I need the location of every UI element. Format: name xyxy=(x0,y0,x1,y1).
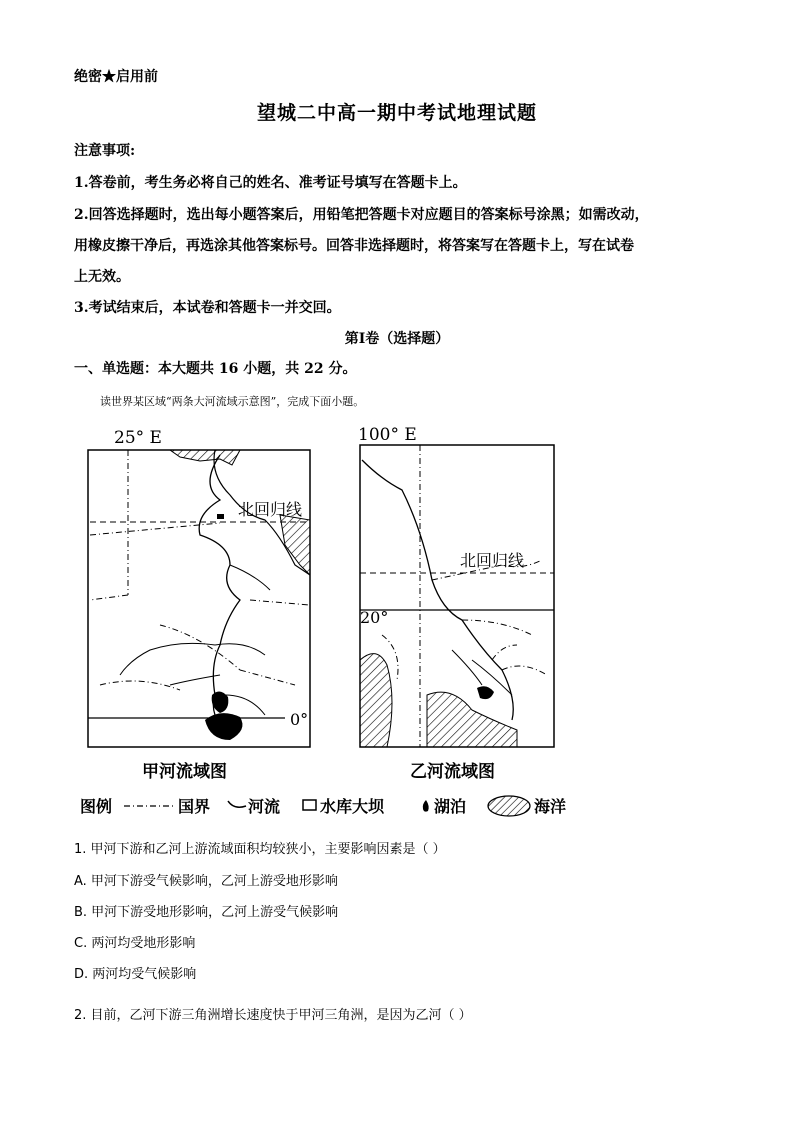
border-symbol xyxy=(124,800,176,812)
ocean-area xyxy=(360,654,392,747)
dam xyxy=(217,514,224,519)
legend-border: 国界 xyxy=(178,797,211,816)
map-frame xyxy=(88,450,310,747)
map-caption-yi: 乙河流域图 xyxy=(410,762,495,782)
note-line: 2.回答选择题时，选出每小题答案后，用铅笔把答题卡对应题目的答案标号涂黑；如需改动， xyxy=(74,207,649,223)
instruction-text: 读世界某区域“两条大河流域示意图”，完成下面小题。 xyxy=(100,395,365,408)
ocean-area xyxy=(427,692,517,747)
lake xyxy=(477,686,494,699)
question-option: C. 两河均受地形影响 xyxy=(74,936,196,951)
note-line: 3.考试结束后，本试卷和答题卡一并交回。 xyxy=(74,300,341,316)
map-yi-river xyxy=(352,420,562,755)
legend-river: 河流 xyxy=(248,797,281,816)
question-option: A. 甲河下游受气候影响，乙河上游受地形影响 xyxy=(74,874,338,889)
tropic-label: 北回归线 xyxy=(238,500,303,519)
lake xyxy=(205,713,242,740)
map-caption-jia: 甲河流域图 xyxy=(142,762,227,782)
lon-label-100e: 100° E xyxy=(358,425,417,445)
river-jia xyxy=(199,455,240,725)
ocean-area xyxy=(170,450,240,465)
confidential-label: 绝密★启用前 xyxy=(74,69,158,85)
note-line: 用橡皮擦干净后，再选涂其他答案标号。回答非选择题时，将答案写在答题卡上，写在试卷 xyxy=(74,238,634,254)
legend-dam: 水库大坝 xyxy=(320,797,385,816)
page-title: 望城二中高一期中考试地理试题 xyxy=(256,102,537,124)
ocean-symbol xyxy=(486,794,532,818)
notes-heading: 注意事项: xyxy=(74,143,136,159)
part-heading: 第Ⅰ卷（选择题） xyxy=(344,331,450,347)
lake-symbol xyxy=(420,798,432,814)
legend-ocean: 海洋 xyxy=(534,797,567,816)
lon-label-25e: 25° E xyxy=(114,428,162,448)
dam-symbol xyxy=(302,798,318,812)
lat-label-20: 20° xyxy=(360,608,389,627)
tropic-label: 北回归线 xyxy=(460,551,525,570)
note-line: 1.答卷前，考生务必将自己的姓名、准考证号填写在答题卡上。 xyxy=(74,175,467,191)
question-option: B. 甲河下游受地形影响，乙河上游受气候影响 xyxy=(74,905,339,920)
map-jia-river xyxy=(80,425,320,755)
equator-label: 0° xyxy=(290,710,309,729)
question-stem: 1. 甲河下游和乙河上游流域面积均较狭小，主要影响因素是（ ） xyxy=(74,842,446,857)
note-line: 上无效。 xyxy=(74,269,130,285)
question-option: D. 两河均受气候影响 xyxy=(74,967,197,982)
legend-lake: 湖泊 xyxy=(434,797,467,816)
section-heading: 一、单选题：本大题共 16 小题，共 22 分。 xyxy=(74,361,357,377)
legend-title: 图例 xyxy=(80,797,113,816)
question-stem: 2. 目前，乙河下游三角洲增长速度快于甲河三角洲，是因为乙河（ ） xyxy=(74,1008,472,1023)
river-symbol xyxy=(226,798,248,812)
